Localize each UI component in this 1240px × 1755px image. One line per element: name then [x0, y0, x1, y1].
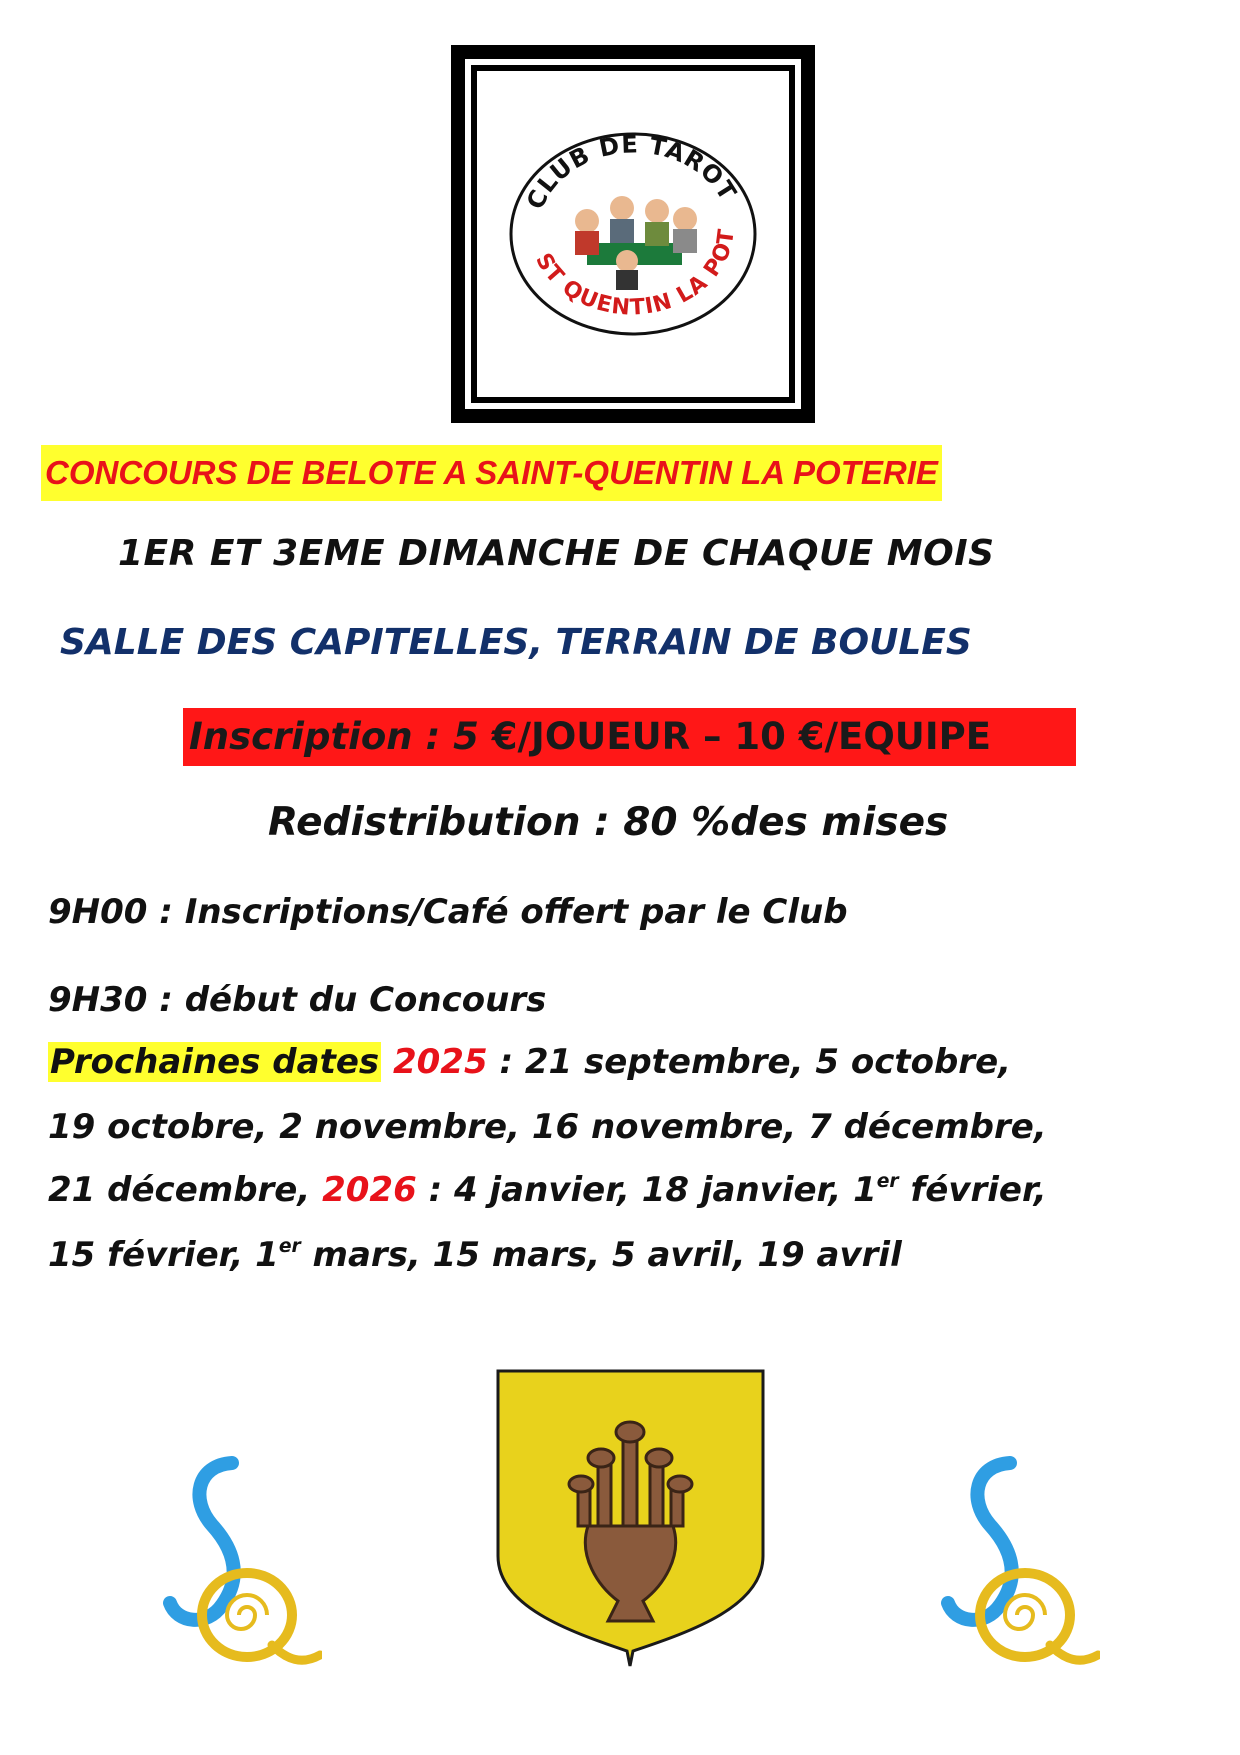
- euro-sign: €: [798, 715, 825, 758]
- club-logo-frame: [451, 45, 815, 423]
- dates-2025-start: : 21 septembre, 5 octobre,: [487, 1042, 1012, 1082]
- fee-banner: [183, 708, 1076, 766]
- dates-line-2: 19 octobre, 2 novembre, 16 novembre, 7 décembre,: [48, 1107, 1047, 1147]
- ordinal-sup: er: [278, 1235, 301, 1257]
- year-2025: 2025: [392, 1042, 488, 1082]
- venue-line: SALLE DES CAPITELLES, TERRAIN DE BOULES: [60, 622, 972, 663]
- dates-line-4: [48, 1235, 902, 1275]
- svg-text:ST QUENTIN LA POTERIE: ST QUENTIN LA POT: [530, 227, 740, 321]
- coat-of-arms-icon: [493, 1366, 768, 1671]
- ordinal-sup: er: [876, 1170, 899, 1192]
- euro-sign: €: [491, 715, 518, 758]
- dates-label: Prochaines dates: [50, 1042, 380, 1082]
- fee-player: /JOUEUR – 10: [517, 715, 799, 758]
- dates-line-3: [48, 1170, 1047, 1210]
- sq-monogram-icon: [152, 1455, 322, 1670]
- dates-text: février,: [898, 1170, 1047, 1210]
- dates-text: mars, 15 mars, 5 avril, 19 avril: [300, 1235, 902, 1275]
- dates-text: 15 février, 1: [48, 1235, 279, 1275]
- redistribution-line: Redistribution : 80 %des mises: [268, 800, 949, 845]
- sq-monogram-icon: [930, 1455, 1100, 1670]
- fee-team: /EQUIPE: [824, 715, 991, 758]
- headline: CONCOURS DE BELOTE A SAINT-QUENTIN LA POTERIE: [41, 445, 942, 501]
- program-9h00: 9H00 : Inscriptions/Café offert par le Club: [48, 892, 848, 932]
- club-logo-icon: [477, 71, 789, 397]
- fee-label: Inscription : 5: [189, 715, 492, 758]
- schedule-line: 1ER ET 3EME DIMANCHE DE CHAQUE MOIS: [118, 533, 995, 574]
- svg-text:CLUB DE TAROT DE: CLUB DE TAROT: [521, 130, 743, 214]
- dates-text: 21 décembre,: [48, 1170, 323, 1210]
- program-9h30: 9H30 : début du Concours: [48, 980, 547, 1020]
- year-2026: 2026: [322, 1170, 417, 1210]
- dates-line-1: [48, 1042, 1011, 1082]
- dates-text: : 4 janvier, 18 janvier, 1: [416, 1170, 877, 1210]
